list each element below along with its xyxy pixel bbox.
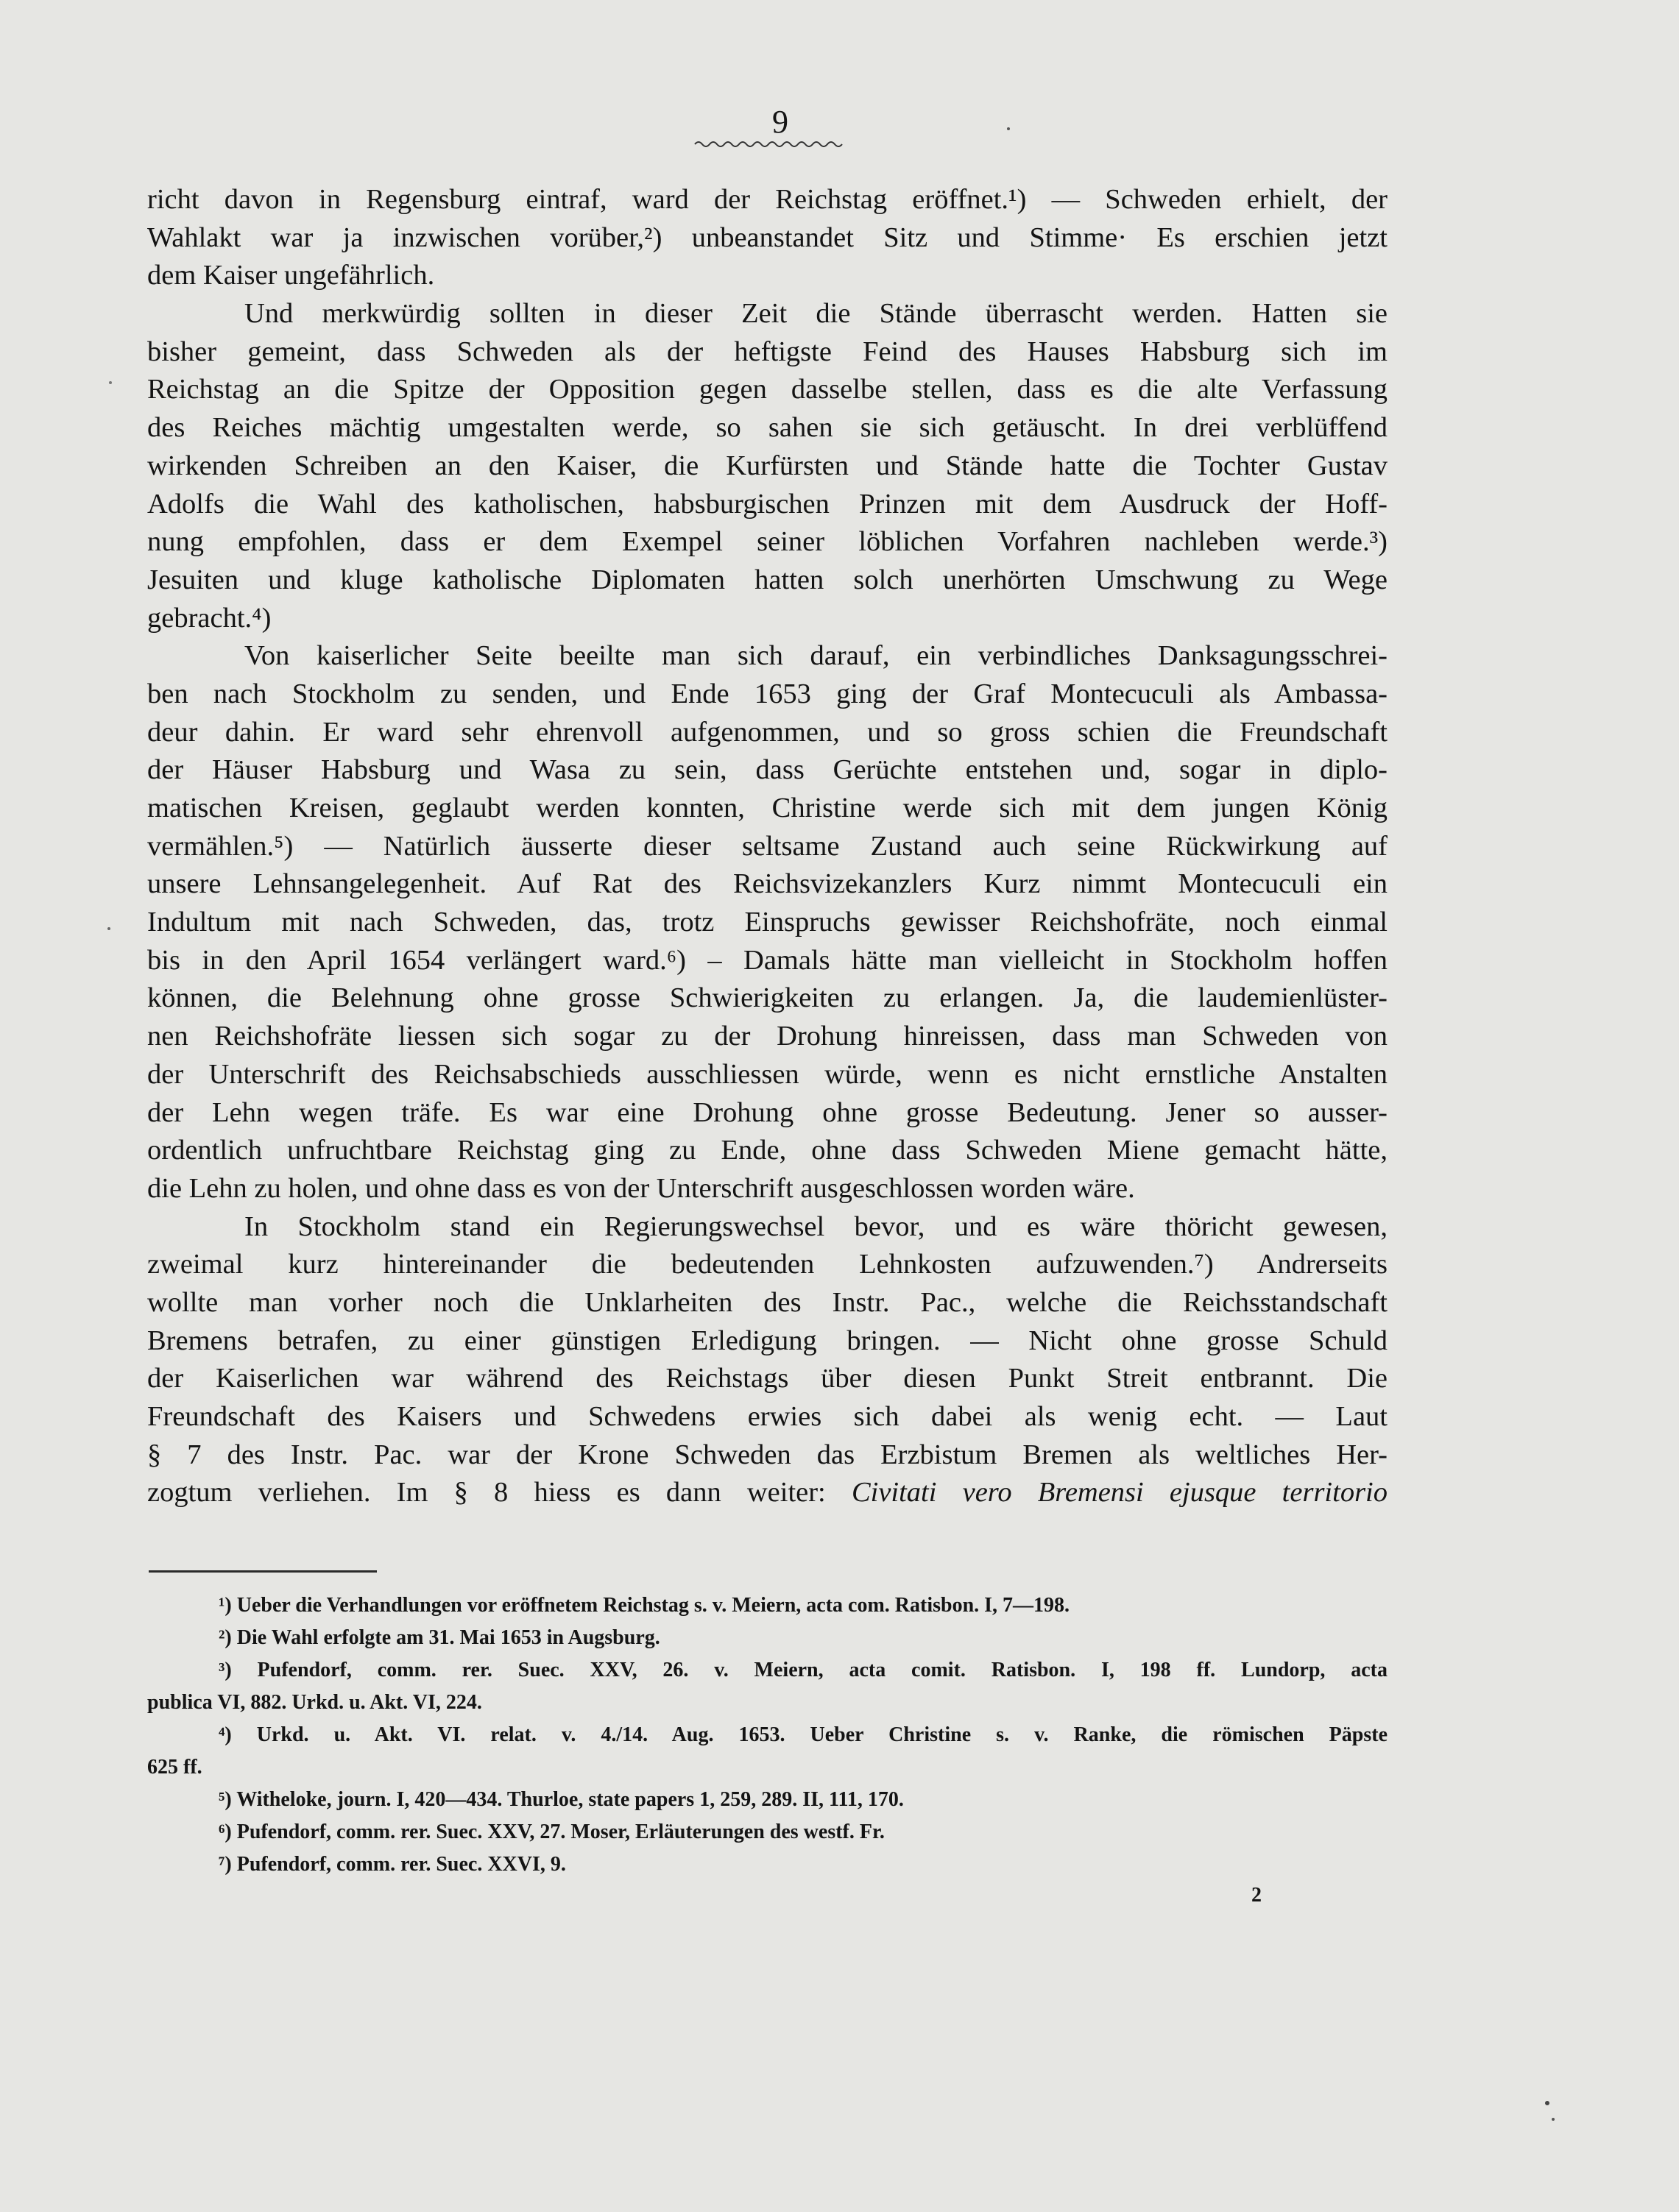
text-line: Jesuiten und kluge katholische Diplomaten hatten solch unerhörten Umschwung zu Wege [147, 564, 1388, 595]
footnote-3: ³) Pufendorf, comm. rer. Suec. XXV, 26. v. Meiern, acta comit. Ratisbon. I, 198 ff. Lundorp, acta [219, 1659, 1388, 1681]
text-line-final-roman: zogtum verliehen. Im § 8 hiess es dann weiter: [147, 1477, 826, 1509]
text-line: Indultum mit nach Schweden, das, trotz Einspruchs gewisser Reichshofräte, noch einmal [147, 907, 1388, 938]
text-line: In Stockholm stand ein Regierungswechsel bevor, und es wäre thöricht gewesen, [244, 1210, 1388, 1242]
text-line: können, die Belehnung ohne grosse Schwierigkeiten zu erlangen. Ja, die laudemienlüster- [147, 982, 1388, 1014]
text-line: dem Kaiser ungefährlich. [147, 260, 435, 291]
text-line: deur dahin. Er ward sehr ehrenvoll aufgenommen, und so gross schien die Freundschaft [147, 716, 1388, 748]
text-line: wirkenden Schreiben an den Kaiser, die Kurfürsten und Stände hatte die Tochter Gustav [147, 450, 1388, 481]
text-line: des Reiches mächtig umgestalten werde, so sahen sie sich getäuscht. In drei verblüffend [147, 412, 1388, 444]
text-line: der Lehn wegen träfe. Es war eine Drohung ohne grosse Bedeutung. Jener so ausser- [147, 1096, 1388, 1128]
footnote-5: ⁵) Witheloke, journ. I, 420—434. Thurloe, state papers 1, 259, 289. II, 111, 170. [219, 1788, 904, 1811]
text-line: zweimal kurz hintereinander die bedeutenden Lehnkosten aufzuwenden.⁷) Andrerseits [147, 1249, 1388, 1280]
text-line: Wahlakt war ja inzwischen vorüber,²) unbeanstandet Sitz und Stimme· Es erschien jetzt [147, 221, 1388, 253]
text-line: Von kaiserlicher Seite beeilte man sich darauf, ein verbindliches Danksagungsschrei- [244, 640, 1388, 672]
footnote-1: ¹) Ueber die Verhandlungen vor eröffnetem Reichstag s. v. Meiern, acta com. Ratisbon. I, 7—198. [219, 1594, 1070, 1617]
text-line: nung empfohlen, dass er dem Exempel seiner löblichen Vorfahren nachleben werde.³) [147, 526, 1388, 558]
footnote-6: ⁶) Pufendorf, comm. rer. Suec. XXV, 27. Moser, Erläuterungen des westf. Fr. [219, 1821, 885, 1843]
text-line: ben nach Stockholm zu senden, und Ende 1653 ging der Graf Montecuculi als Ambassa- [147, 678, 1388, 709]
text-line: nen Reichshofräte liessen sich sogar zu der Drohung hinreissen, dass man Schweden von [147, 1021, 1388, 1052]
text-line: der Häuser Habsburg und Wasa zu sein, dass Gerüchte entstehen und, sogar in diplo- [147, 754, 1388, 786]
text-line: wollte man vorher noch die Unklarheiten des Instr. Pac., welche die Reichsstandschaft [147, 1286, 1388, 1318]
footnote-7: ⁷) Pufendorf, comm. rer. Suec. XXVI, 9. [219, 1853, 566, 1876]
text-line: Freundschaft des Kaisers und Schwedens erwies sich dabei als wenig echt. — Laut [147, 1401, 1388, 1432]
footnote-4-cont: 625 ff. [147, 1756, 202, 1779]
text-line: die Lehn zu holen, und ohne dass es von der Unterschrift ausgeschlossen worden wäre. [147, 1172, 1135, 1204]
text-line: Reichstag an die Spitze der Opposition gegen dasselbe stellen, dass es die alte Verfassung [147, 374, 1388, 405]
signature-mark: 2 [1251, 1884, 1262, 1907]
footnote-3-cont: publica VI, 882. Urkd. u. Akt. VI, 224. [147, 1691, 482, 1714]
footnote-4: ⁴) Urkd. u. Akt. VI. relat. v. 4./14. Aug. 1653. Ueber Christine s. v. Ranke, die römischen Päpste [219, 1723, 1388, 1746]
text-line: Und merkwürdig sollten in dieser Zeit die Stände überrascht werden. Hatten sie [244, 298, 1388, 330]
text-line: bisher gemeint, dass Schweden als der heftigste Feind des Hauses Habsburg sich im [147, 336, 1388, 367]
text-line: matischen Kreisen, geglaubt werden konnten, Christine werde sich mit dem jungen König [147, 793, 1388, 823]
text-line: richt davon in Regensburg eintraf, ward der Reichstag eröffnet.¹) — Schweden erhielt, der [147, 184, 1388, 215]
latin-quote: Civitati vero Bremensi ejusque territorio [851, 1477, 1388, 1509]
text-line: der Unterschrift des Reichsabschieds ausschliessen würde, wenn es nicht ernstliche Anstalten [147, 1058, 1388, 1090]
text-line: der Kaiserlichen war während des Reichstags über diesen Punkt Streit entbrannt. Die [147, 1363, 1388, 1394]
text-line: bis in den April 1654 verlängert ward.⁶) – Damals hätte man vielleicht in Stockholm hoffen [147, 944, 1388, 976]
footnote-2: ²) Die Wahl erfolgte am 31. Mai 1653 in Augsburg. [219, 1626, 660, 1649]
page-number: 9 [772, 104, 788, 140]
text-line: ordentlich unfruchtbare Reichstag ging zu Ende, ohne dass Schweden Miene gemacht hätte, [147, 1135, 1388, 1166]
text-line: Adolfs die Wahl des katholischen, habsburgischen Prinzen mit dem Ausdruck der Hoff- [147, 488, 1388, 520]
text-line: Bremens betrafen, zu einer günstigen Erledigung bringen. — Nicht ohne grosse Schuld [147, 1325, 1388, 1356]
text-line: unsere Lehnsangelegenheit. Auf Rat des Reichsvizekanzlers Kurz nimmt Montecuculi ein [147, 868, 1388, 900]
text-line: § 7 des Instr. Pac. war der Krone Schweden das Erzbistum Bremen als weltliches Her- [147, 1439, 1388, 1470]
text-line: gebracht.⁴) [147, 602, 272, 634]
text-line: vermählen.⁵) — Natürlich äusserte dieser seltsame Zustand auch seine Rückwirkung auf [147, 830, 1388, 862]
